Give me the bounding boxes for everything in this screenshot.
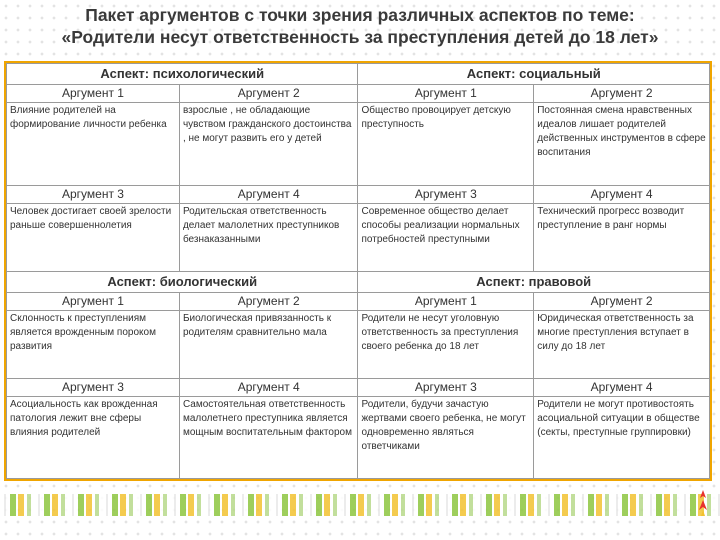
title-line-1: Пакет аргументов с точки зрения различных аспектов по теме: <box>85 5 635 25</box>
arg-label-row <box>7 293 710 311</box>
aspect-header-row <box>7 64 710 85</box>
arg-label: Аргумент 3 <box>358 186 534 204</box>
arg-label: Аргумент 3 <box>7 379 180 397</box>
social-arg-3: Современное общество делает способы реализации нормальных потребностей преступными <box>358 204 534 272</box>
legal-arg-1: Родители не несут уголовную ответственность за преступления своего ребенка до 18 лет <box>358 311 534 379</box>
arg-text-row <box>7 397 710 479</box>
arg-label: Аргумент 4 <box>534 186 710 204</box>
arg-label-row <box>7 379 710 397</box>
title-line-2: «Родители несут ответственность за преступления детей до 18 лет» <box>61 27 659 47</box>
bio-arg-1: Склонность к преступлениям является врожденным пороком развития <box>7 311 180 379</box>
bio-arg-3: Асоциальность как врожденная патология лежит вне сферы влияния родителей <box>7 397 180 479</box>
arg-label: Аргумент 2 <box>534 293 710 311</box>
arg-label: Аргумент 1 <box>7 293 180 311</box>
psych-arg-4: Родительская ответственность делает малолетних преступников безнаказанными <box>179 204 358 272</box>
social-arg-1: Общество провоцирует детскую преступность <box>358 103 534 186</box>
arg-label: Аргумент 3 <box>7 186 180 204</box>
arg-label: Аргумент 1 <box>358 293 534 311</box>
aspect-legal: Аспект: правовой <box>358 272 710 293</box>
arg-label-row <box>7 85 710 103</box>
arg-label: Аргумент 2 <box>179 293 358 311</box>
arg-label: Аргумент 2 <box>179 85 358 103</box>
aspect-psychological: Аспект: психологический <box>7 64 358 85</box>
bio-arg-4: Самостоятельная ответственность малолетнего преступника является мощным воспитательным фактором <box>179 397 358 479</box>
arg-label: Аргумент 4 <box>179 186 358 204</box>
psych-arg-3: Человек достигает своей зрелости раньше совершеннолетия <box>7 204 180 272</box>
arg-text-row <box>7 204 710 272</box>
arg-label: Аргумент 1 <box>7 85 180 103</box>
aspect-biological: Аспект: биологический <box>7 272 358 293</box>
social-arg-4: Технический прогресс возводит преступление в ранг нормы <box>534 204 710 272</box>
decorative-footer-bar <box>0 494 720 516</box>
arg-label: Аргумент 2 <box>534 85 710 103</box>
arg-label-row <box>7 186 710 204</box>
arg-text-row <box>7 311 710 379</box>
psych-arg-1: Влияние родителей на формирование личности ребенка <box>7 103 180 186</box>
slide-title <box>0 4 720 48</box>
arg-label: Аргумент 3 <box>358 379 534 397</box>
arg-label: Аргумент 4 <box>179 379 358 397</box>
legal-arg-4: Родители не могут противостоять асоциальной ситуации в обществе (секты, преступные группировки) <box>534 397 710 479</box>
arguments-table <box>4 61 712 481</box>
bio-arg-2: Биологическая привязанность к родителям сравнительно мала <box>179 311 358 379</box>
arg-label: Аргумент 1 <box>358 85 534 103</box>
social-arg-2: Постоянная смена нравственных идеалов лишает родителей действенных инструментов в сфере воспитания <box>534 103 710 186</box>
arg-label: Аргумент 4 <box>534 379 710 397</box>
aspect-header-row <box>7 272 710 293</box>
psych-arg-2: взрослые , не обладающие чувством гражданского достоинства , не могут развить его у детей <box>179 103 358 186</box>
aspect-social: Аспект: социальный <box>358 64 710 85</box>
legal-arg-3: Родители, будучи зачастую жертвами своего ребенка, не могут одновременно являться ответчиками <box>358 397 534 479</box>
decorative-logo-icon <box>692 488 714 518</box>
arg-text-row <box>7 103 710 186</box>
legal-arg-2: Юридическая ответственность за многие преступления вступает в силу до 18 лет <box>534 311 710 379</box>
